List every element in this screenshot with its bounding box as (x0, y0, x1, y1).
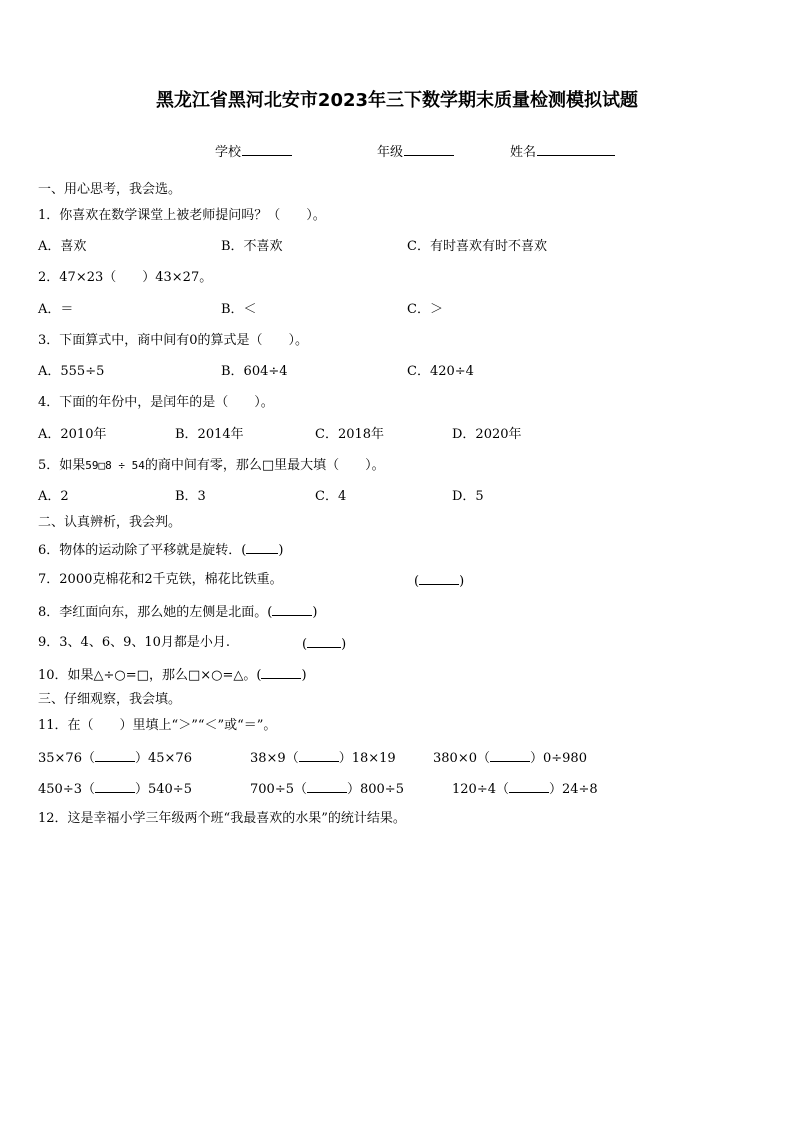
q5-stem-end: 的商中间有零，那么□里最大填（ ）。 (144, 458, 385, 473)
q11-item-5 (250, 780, 404, 798)
q6-close: ) (278, 543, 284, 558)
question-7: 7．2000克棉花和2千克铁，棉花比铁重。 (38, 572, 283, 587)
section-heading-3: 三、仔细观察，我会填。 (38, 692, 182, 707)
q11-item-3-right: ）0÷980 (529, 751, 587, 766)
question-4: 4．下面的年份中，是闰年的是（ ）。 (38, 395, 274, 410)
question-1: 1．你喜欢在数学课堂上被老师提问吗？（ ）。 (38, 208, 326, 223)
question-10 (38, 666, 307, 684)
q11-item-4-left: 450÷3（ (38, 782, 95, 797)
q5-stem-start: 5．如果 (38, 458, 86, 473)
q1-option-a: A．喜欢 (38, 239, 87, 254)
section-heading-1: 一、用心思考，我会选。 (38, 182, 182, 197)
q2-option-a: A．＝ (38, 302, 74, 317)
q5-option-d: D．5 (452, 489, 484, 504)
q11-item-3-blank[interactable] (490, 749, 530, 762)
q5-option-b: B．3 (175, 489, 206, 504)
question-12: 12．这是幸福小学三年级两个班“我最喜欢的水果”的统计结果。 (38, 811, 406, 826)
q2-option-b: B．＜ (221, 302, 257, 317)
q2-option-c: C．＞ (407, 302, 443, 317)
name-blank[interactable] (537, 142, 615, 156)
q5-expression: 59□8 ÷ 54 (85, 459, 145, 472)
grade-label: 年级 (377, 145, 404, 160)
q3-option-a: A．555÷5 (38, 364, 105, 379)
q11-item-1-left: 35×76（ (38, 751, 95, 766)
q7-close: ) (459, 574, 465, 589)
q8-close: ) (312, 605, 318, 620)
question-3: 3．下面算式中，商中间有0的算式是（ ）。 (38, 333, 309, 348)
name-label: 姓名 (510, 145, 537, 160)
section-heading-2: 二、认真辨析，我会判。 (38, 515, 182, 530)
student-info-row (0, 141, 794, 159)
q11-item-2-right: ）18×19 (338, 751, 396, 766)
q11-item-4-blank[interactable] (95, 780, 135, 793)
q11-item-2-left: 38×9（ (250, 751, 299, 766)
q8-stem: 8．李红面向东，那么她的左侧是北面。( (38, 605, 273, 620)
q6-answer-blank[interactable] (246, 541, 278, 554)
q3-option-c: C．420÷4 (407, 364, 474, 379)
school-label: 学校 (215, 145, 242, 160)
q11-item-6-blank[interactable] (509, 780, 549, 793)
school-blank[interactable] (242, 142, 292, 156)
q7-open: ( (414, 574, 420, 589)
q11-item-5-left: 700÷5（ (250, 782, 307, 797)
q11-item-1 (38, 749, 192, 767)
q11-item-3 (433, 749, 587, 767)
q11-item-6-right: ）24÷8 (548, 782, 598, 797)
q9-answer-blank[interactable] (307, 635, 341, 648)
q11-item-1-right: ）45×76 (134, 751, 192, 766)
q11-item-5-right: ）800÷5 (346, 782, 404, 797)
q11-item-4 (38, 780, 192, 798)
q11-item-5-blank[interactable] (307, 780, 347, 793)
q11-item-2 (250, 749, 396, 767)
q10-stem: 10．如果△÷○=□，那么□×○=△。( (38, 668, 262, 683)
q1-option-c: C．有时喜欢有时不喜欢 (407, 239, 547, 254)
question-11: 11．在（ ）里填上“＞”“＜”或“＝”。 (38, 718, 277, 733)
q5-option-c: C．4 (315, 489, 347, 504)
q9-open: ( (302, 637, 308, 652)
grade-field[interactable] (377, 141, 454, 160)
q9-close: ) (341, 637, 347, 652)
q4-option-b: B．2014年 (175, 427, 244, 442)
page-title: 黑龙江省黑河北安市2023年三下数学期末质量检测模拟试题 (155, 90, 639, 111)
q4-option-d: D．2020年 (452, 427, 522, 442)
question-9: 9．3、4、6、9、10月都是小月. (38, 635, 231, 650)
name-field[interactable] (510, 141, 615, 160)
q5-option-a: A．2 (38, 489, 69, 504)
q7-answer-blank[interactable] (419, 572, 459, 585)
q4-option-c: C．2018年 (315, 427, 385, 442)
q6-stem: 6．物体的运动除了平移就是旋转．( (38, 543, 247, 558)
q8-answer-blank[interactable] (272, 603, 312, 616)
q11-item-1-blank[interactable] (95, 749, 135, 762)
grade-blank[interactable] (404, 142, 454, 156)
q10-close: ) (301, 668, 307, 683)
q4-option-a: A．2010年 (38, 427, 107, 442)
q1-option-b: B．不喜欢 (221, 239, 283, 254)
q10-answer-blank[interactable] (261, 666, 301, 679)
question-8 (38, 603, 317, 621)
question-5 (38, 458, 385, 474)
q3-option-b: B．604÷4 (221, 364, 288, 379)
q11-item-4-right: ）540÷5 (134, 782, 192, 797)
question-6 (38, 541, 283, 559)
question-2: 2．47×23（ ）43×27。 (38, 270, 213, 285)
q7-answer (414, 572, 464, 590)
q9-answer (302, 635, 346, 653)
school-field[interactable] (215, 141, 292, 160)
q11-item-3-left: 380×0（ (433, 751, 490, 766)
q11-item-6-left: 120÷4（ (452, 782, 509, 797)
q11-item-6 (452, 780, 598, 798)
q11-item-2-blank[interactable] (299, 749, 339, 762)
